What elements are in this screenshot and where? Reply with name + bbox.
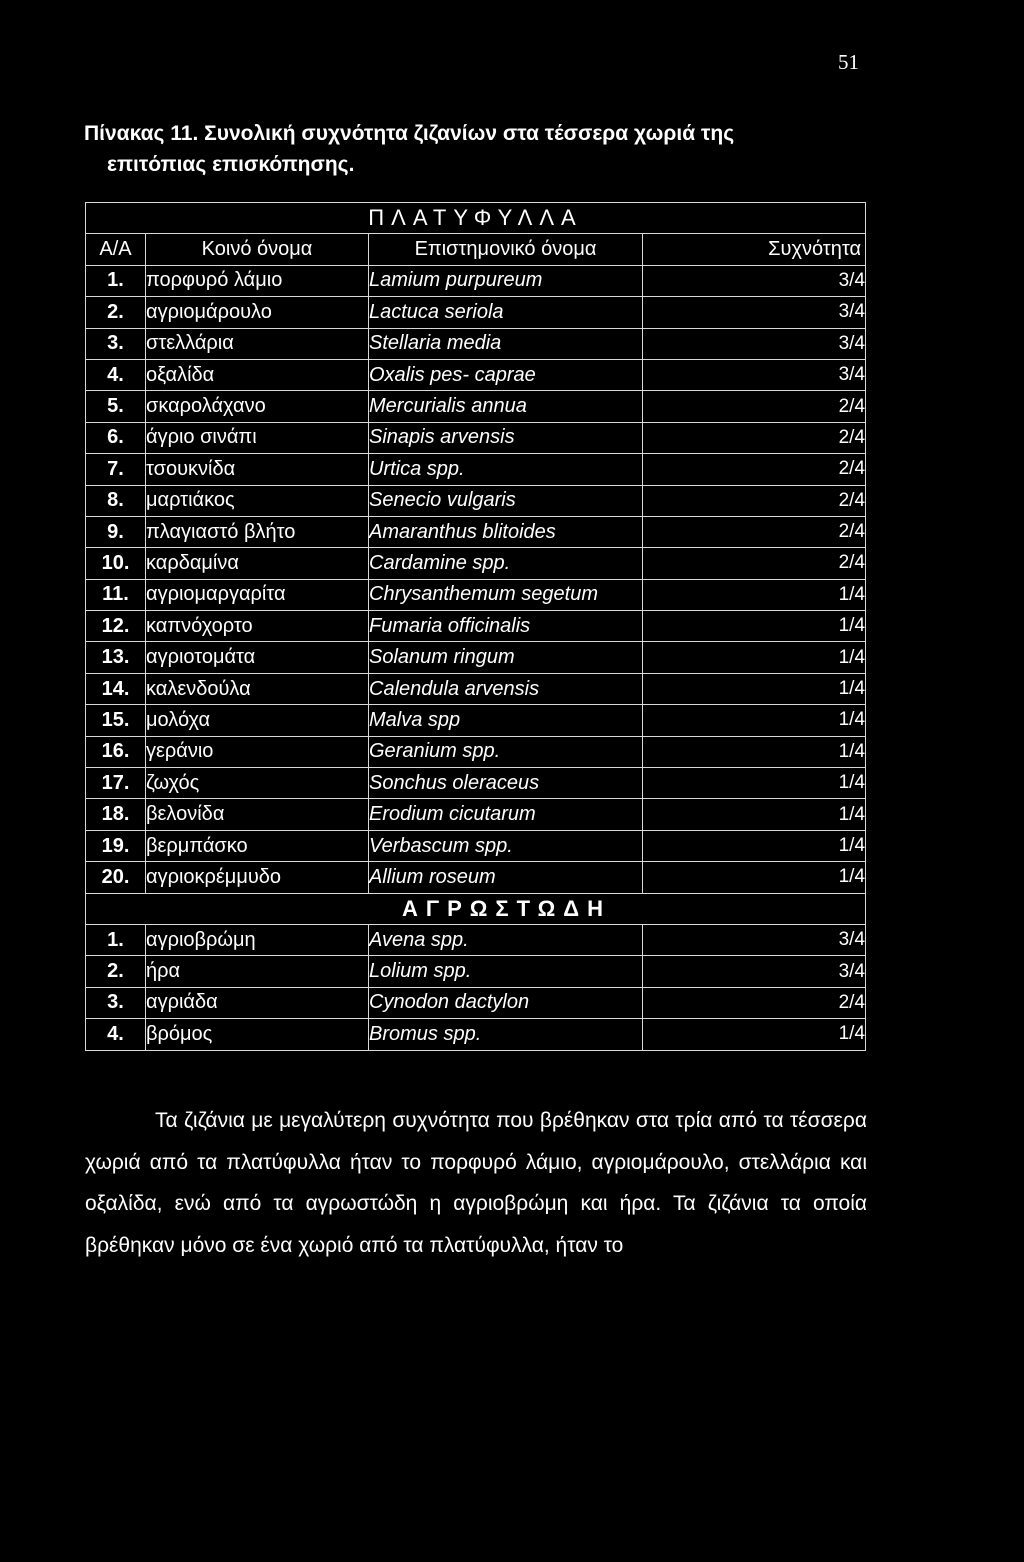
- table-row: [86, 611, 866, 642]
- common-name-cell: πλαγιαστό βλήτο: [146, 516, 369, 547]
- frequency-cell: 2/4: [643, 485, 866, 516]
- frequency-cell: 1/4: [643, 1019, 866, 1050]
- common-name-cell: αγριοβρώμη: [146, 924, 369, 955]
- row-number: 6.: [86, 422, 146, 453]
- common-name-cell: καρδαμίνα: [146, 548, 369, 579]
- scientific-name-cell: Sinapis arvensis: [369, 422, 643, 453]
- group-title-broadleaf: ΠΛΑΤΥΦΥΛΛΑ: [86, 203, 866, 234]
- row-number: 14.: [86, 673, 146, 704]
- common-name-cell: βερμπάσκο: [146, 830, 369, 861]
- group-header-grasses: [86, 893, 866, 924]
- row-number: 10.: [86, 548, 146, 579]
- table-row: [86, 391, 866, 422]
- common-name-cell: καπνόχορτο: [146, 611, 369, 642]
- row-number: 9.: [86, 516, 146, 547]
- column-header-frequency: Συχνότητα: [643, 234, 866, 265]
- common-name-cell: στελλάρια: [146, 328, 369, 359]
- common-name-cell: οξαλίδα: [146, 359, 369, 390]
- table-row: [86, 548, 866, 579]
- common-name-cell: καλενδούλα: [146, 673, 369, 704]
- table-row: [86, 422, 866, 453]
- row-number: 4.: [86, 1019, 146, 1050]
- frequency-cell: 1/4: [643, 830, 866, 861]
- row-number: 4.: [86, 359, 146, 390]
- table-row: [86, 297, 866, 328]
- caption-line-1: Πίνακας 11. Συνολική συχνότητα ζιζανίων στα τέσσερα χωριά της: [84, 122, 735, 145]
- broadleaf-rows: [86, 265, 866, 893]
- weed-frequency-table: [85, 202, 866, 1051]
- row-number: 3.: [86, 987, 146, 1018]
- table-row: [86, 768, 866, 799]
- common-name-cell: αγριάδα: [146, 987, 369, 1018]
- common-name-cell: ήρα: [146, 956, 369, 987]
- table-row: [86, 673, 866, 704]
- table-row: [86, 359, 866, 390]
- common-name-cell: σκαρολάχανο: [146, 391, 369, 422]
- row-number: 15.: [86, 705, 146, 736]
- scientific-name-cell: Malva spp: [369, 705, 643, 736]
- row-number: 7.: [86, 454, 146, 485]
- frequency-cell: 1/4: [643, 705, 866, 736]
- scientific-name-cell: Cardamine spp.: [369, 548, 643, 579]
- frequency-cell: 3/4: [643, 328, 866, 359]
- row-number: 2.: [86, 956, 146, 987]
- scientific-name-cell: Allium roseum: [369, 862, 643, 893]
- row-number: 13.: [86, 642, 146, 673]
- table-row: [86, 924, 866, 955]
- common-name-cell: ζωχός: [146, 768, 369, 799]
- common-name-cell: βελονίδα: [146, 799, 369, 830]
- common-name-cell: αγριομαργαρίτα: [146, 579, 369, 610]
- table-row: [86, 1019, 866, 1050]
- scientific-name-cell: Senecio vulgaris: [369, 485, 643, 516]
- row-number: 17.: [86, 768, 146, 799]
- scientific-name-cell: Solanum ringum: [369, 642, 643, 673]
- column-header-common-name: Κοινό όνομα: [146, 234, 369, 265]
- frequency-cell: 3/4: [643, 956, 866, 987]
- table-row: [86, 956, 866, 987]
- row-number: 5.: [86, 391, 146, 422]
- group-title-grasses: ΑΓΡΩΣΤΩΔΗ: [86, 893, 866, 924]
- scientific-name-cell: Sonchus oleraceus: [369, 768, 643, 799]
- scientific-name-cell: Geranium spp.: [369, 736, 643, 767]
- table-row: [86, 516, 866, 547]
- column-header-row: [86, 234, 866, 265]
- scientific-name-cell: Calendula arvensis: [369, 673, 643, 704]
- row-number: 18.: [86, 799, 146, 830]
- row-number: 8.: [86, 485, 146, 516]
- table-caption: [84, 118, 864, 180]
- frequency-cell: 1/4: [643, 642, 866, 673]
- frequency-cell: 3/4: [643, 924, 866, 955]
- table-row: [86, 454, 866, 485]
- scientific-name-cell: Amaranthus blitoides: [369, 516, 643, 547]
- frequency-cell: 1/4: [643, 579, 866, 610]
- frequency-cell: 1/4: [643, 736, 866, 767]
- scientific-name-cell: Stellaria media: [369, 328, 643, 359]
- frequency-cell: 2/4: [643, 516, 866, 547]
- row-number: 11.: [86, 579, 146, 610]
- table-row: [86, 642, 866, 673]
- row-number: 1.: [86, 924, 146, 955]
- row-number: 12.: [86, 611, 146, 642]
- scientific-name-cell: Lolium spp.: [369, 956, 643, 987]
- frequency-cell: 2/4: [643, 987, 866, 1018]
- frequency-cell: 2/4: [643, 454, 866, 485]
- row-number: 1.: [86, 265, 146, 296]
- scientific-name-cell: Mercurialis annua: [369, 391, 643, 422]
- frequency-cell: 3/4: [643, 359, 866, 390]
- group-header-broadleaf: [86, 203, 866, 234]
- common-name-cell: αγριοτομάτα: [146, 642, 369, 673]
- table-row: [86, 736, 866, 767]
- table-row: [86, 328, 866, 359]
- frequency-cell: 1/4: [643, 862, 866, 893]
- row-number: 3.: [86, 328, 146, 359]
- table-row: [86, 485, 866, 516]
- common-name-cell: τσουκνίδα: [146, 454, 369, 485]
- row-number: 16.: [86, 736, 146, 767]
- common-name-cell: βρόμος: [146, 1019, 369, 1050]
- table-row: [86, 862, 866, 893]
- common-name-cell: πορφυρό λάμιο: [146, 265, 369, 296]
- frequency-cell: 3/4: [643, 265, 866, 296]
- scientific-name-cell: Lamium purpureum: [369, 265, 643, 296]
- caption-line-2: επιτόπιας επισκόπησης.: [107, 153, 355, 176]
- frequency-cell: 1/4: [643, 768, 866, 799]
- common-name-cell: μαρτιάκος: [146, 485, 369, 516]
- common-name-cell: γεράνιο: [146, 736, 369, 767]
- body-paragraph: Τα ζιζάνια με μεγαλύτερη συχνότητα που βρέθηκαν στα τρία από τα τέσσερα χωριά από τα πλατύφυλλα ήταν το πορφυρό λάμιο, αγριομάρουλο, στελλάρια και οξαλίδα, ενώ από τα αγρωστώδη η αγριοβρώμη και ήρα. Τα ζιζάνια τα οποία βρέθηκαν μόνο σε ένα χωριό από τα πλατύφυλλα, ήταν το: [85, 1109, 867, 1257]
- frequency-cell: 1/4: [643, 611, 866, 642]
- table-row: [86, 799, 866, 830]
- frequency-cell: 2/4: [643, 548, 866, 579]
- frequency-cell: 2/4: [643, 422, 866, 453]
- scientific-name-cell: Oxalis pes- caprae: [369, 359, 643, 390]
- page-number: 51: [838, 50, 859, 74]
- grasses-rows: [86, 924, 866, 1050]
- common-name-cell: αγριοκρέμμυδο: [146, 862, 369, 893]
- frequency-cell: 2/4: [643, 391, 866, 422]
- scientific-name-cell: Avena spp.: [369, 924, 643, 955]
- column-header-number: Α/Α: [86, 234, 146, 265]
- row-number: 19.: [86, 830, 146, 861]
- scientific-name-cell: Erodium cicutarum: [369, 799, 643, 830]
- common-name-cell: μολόχα: [146, 705, 369, 736]
- table-row: [86, 579, 866, 610]
- scientific-name-cell: Cynodon dactylon: [369, 987, 643, 1018]
- scientific-name-cell: Lactuca seriola: [369, 297, 643, 328]
- frequency-cell: 3/4: [643, 297, 866, 328]
- table-row: [86, 265, 866, 296]
- table-row: [86, 830, 866, 861]
- scientific-name-cell: Chrysanthemum segetum: [369, 579, 643, 610]
- row-number: 2.: [86, 297, 146, 328]
- scientific-name-cell: Fumaria officinalis: [369, 611, 643, 642]
- column-header-scientific-name: Επιστημονικό όνομα: [369, 234, 643, 265]
- scientific-name-cell: Urtica spp.: [369, 454, 643, 485]
- frequency-cell: 1/4: [643, 799, 866, 830]
- common-name-cell: άγριο σινάπι: [146, 422, 369, 453]
- table-row: [86, 987, 866, 1018]
- table-row: [86, 705, 866, 736]
- frequency-cell: 1/4: [643, 673, 866, 704]
- scientific-name-cell: Verbascum spp.: [369, 830, 643, 861]
- scientific-name-cell: Bromus spp.: [369, 1019, 643, 1050]
- row-number: 20.: [86, 862, 146, 893]
- common-name-cell: αγριομάρουλο: [146, 297, 369, 328]
